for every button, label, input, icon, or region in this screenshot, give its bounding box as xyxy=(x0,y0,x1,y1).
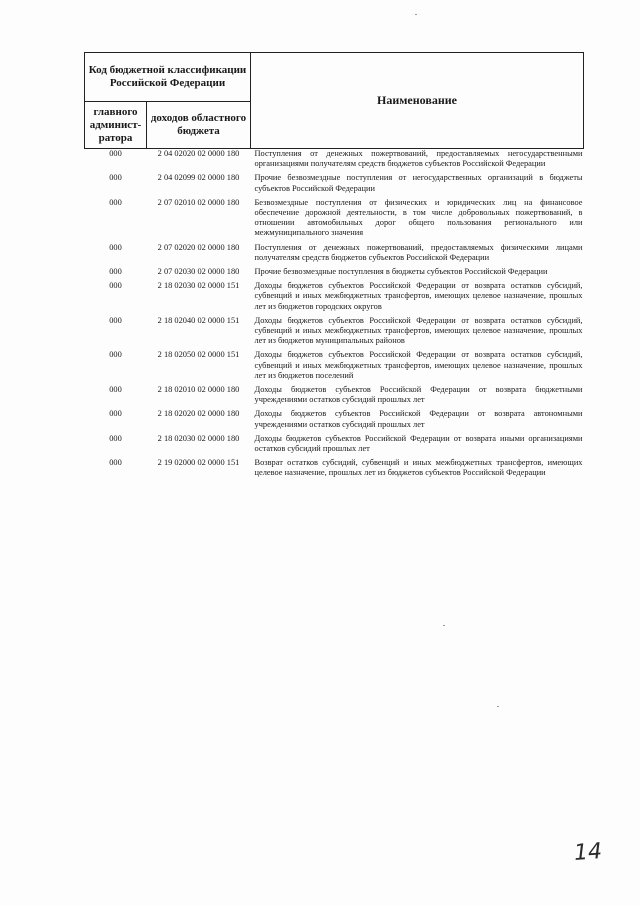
table-row xyxy=(85,243,584,267)
income-name: Поступления от денежных пожертвований, предоставляемых физическими лицами получателям средств бюджетов субъектов Российской Федерации xyxy=(254,242,583,262)
income-name: Безвозмездные поступления от физических и юридических лиц на финансовое обеспечение дорожной деятельности, в том числе добровольных пожертвований, в отношении автомобильных дорог общего пользования регионального или межмуниципального значения xyxy=(254,197,583,238)
admin-code: 000 xyxy=(109,173,122,183)
table-body xyxy=(85,149,584,483)
income-name: Прочие безвозмездные поступления от негосударственных организаций в бюджеты субъектов Российской Федерации xyxy=(254,173,583,193)
income-name: Возврат остатков субсидий, субвенций и иных межбюджетных трансфертов, имеющих целевое назначение, прошлых лет из бюджетов субъектов Российской Федерации xyxy=(254,458,583,478)
table-row xyxy=(85,267,584,281)
income-name: Доходы бюджетов субъектов Российской Федерации от возврата автономными учреждениями остатков субсидий прошлых лет xyxy=(254,409,583,429)
table-row xyxy=(85,173,584,197)
admin-code: 000 xyxy=(109,385,122,395)
name-column-header: Наименование xyxy=(251,53,584,149)
budget-classification-table xyxy=(84,52,584,483)
income-name: Доходы бюджетов субъектов Российской Федерации от возврата бюджетными учреждениями остатков субсидий прошлых лет xyxy=(254,385,583,405)
table-row xyxy=(85,434,584,458)
income-code: 2 19 02000 02 0000 151 xyxy=(157,458,240,468)
admin-code: 000 xyxy=(109,242,122,252)
income-code: 2 18 02050 02 0000 151 xyxy=(157,350,240,360)
table-row xyxy=(85,316,584,351)
table-row xyxy=(85,350,584,385)
scan-speck xyxy=(443,625,445,626)
income-code: 2 18 02010 02 0000 180 xyxy=(157,385,240,395)
table-row xyxy=(85,385,584,409)
scan-speck xyxy=(415,14,417,15)
income-code: 2 18 02020 02 0000 180 xyxy=(157,409,240,419)
admin-code: 000 xyxy=(109,315,122,325)
income-name: Доходы бюджетов субъектов Российской Федерации от возврата остатков субсидий, субвенций и иных межбюджетных трансфертов, имеющих целевое назначение, прошлых лет из бюджетов городских округов xyxy=(254,281,583,311)
income-code: 2 07 02020 02 0000 180 xyxy=(157,242,240,252)
table-row xyxy=(85,458,584,482)
income-code: 2 07 02010 02 0000 180 xyxy=(157,197,240,207)
income-name: Доходы бюджетов субъектов Российской Федерации от возврата остатков субсидий, субвенций и иных межбюджетных трансфертов, имеющих целевое назначение, прошлых лет из бюджетов муниципальных районов xyxy=(254,315,583,346)
income-code: 2 04 02020 02 0000 180 xyxy=(157,149,240,158)
admin-code: 000 xyxy=(109,458,122,468)
table-row xyxy=(85,198,584,243)
income-column-header: доходов областного бюджета xyxy=(147,102,251,149)
income-name: Доходы бюджетов субъектов Российской Федерации от возврата остатков субсидий, субвенций и иных межбюджетных трансфертов, имеющих целевое назначение, прошлых лет из бюджетов поселений xyxy=(254,350,583,380)
table-row xyxy=(85,149,584,174)
admin-code: 000 xyxy=(109,409,122,419)
code-group-header: Код бюджетной классификации Российской Федерации xyxy=(85,53,251,102)
admin-code: 000 xyxy=(109,267,122,277)
admin-code: 000 xyxy=(109,197,122,207)
table-header xyxy=(85,53,584,149)
admin-code: 000 xyxy=(109,350,122,360)
table-row xyxy=(85,281,584,316)
table-row xyxy=(85,409,584,433)
income-name: Прочие безвозмездные поступления в бюджеты субъектов Российской Федерации xyxy=(254,267,548,277)
income-name: Поступления от денежных пожертвований, предоставляемых негосударственными организациями получателям средств бюджетов субъектов Российской Федерации xyxy=(254,149,583,169)
income-code: 2 07 02030 02 0000 180 xyxy=(157,267,240,277)
page-number: 14 xyxy=(573,839,603,866)
income-code: 2 04 02099 02 0000 180 xyxy=(157,173,240,183)
income-code: 2 18 02030 02 0000 180 xyxy=(157,433,240,443)
admin-code: 000 xyxy=(109,149,122,158)
income-code: 2 18 02030 02 0000 151 xyxy=(157,281,240,291)
admin-code: 000 xyxy=(109,433,122,443)
admin-code: 000 xyxy=(109,281,122,291)
scan-speck xyxy=(497,706,499,707)
income-code: 2 18 02040 02 0000 151 xyxy=(157,315,240,325)
income-name: Доходы бюджетов субъектов Российской Федерации от возврата иными организациями остатков субсидий прошлых лет xyxy=(254,433,583,454)
admin-column-header: главного админист-ратора xyxy=(85,102,147,149)
